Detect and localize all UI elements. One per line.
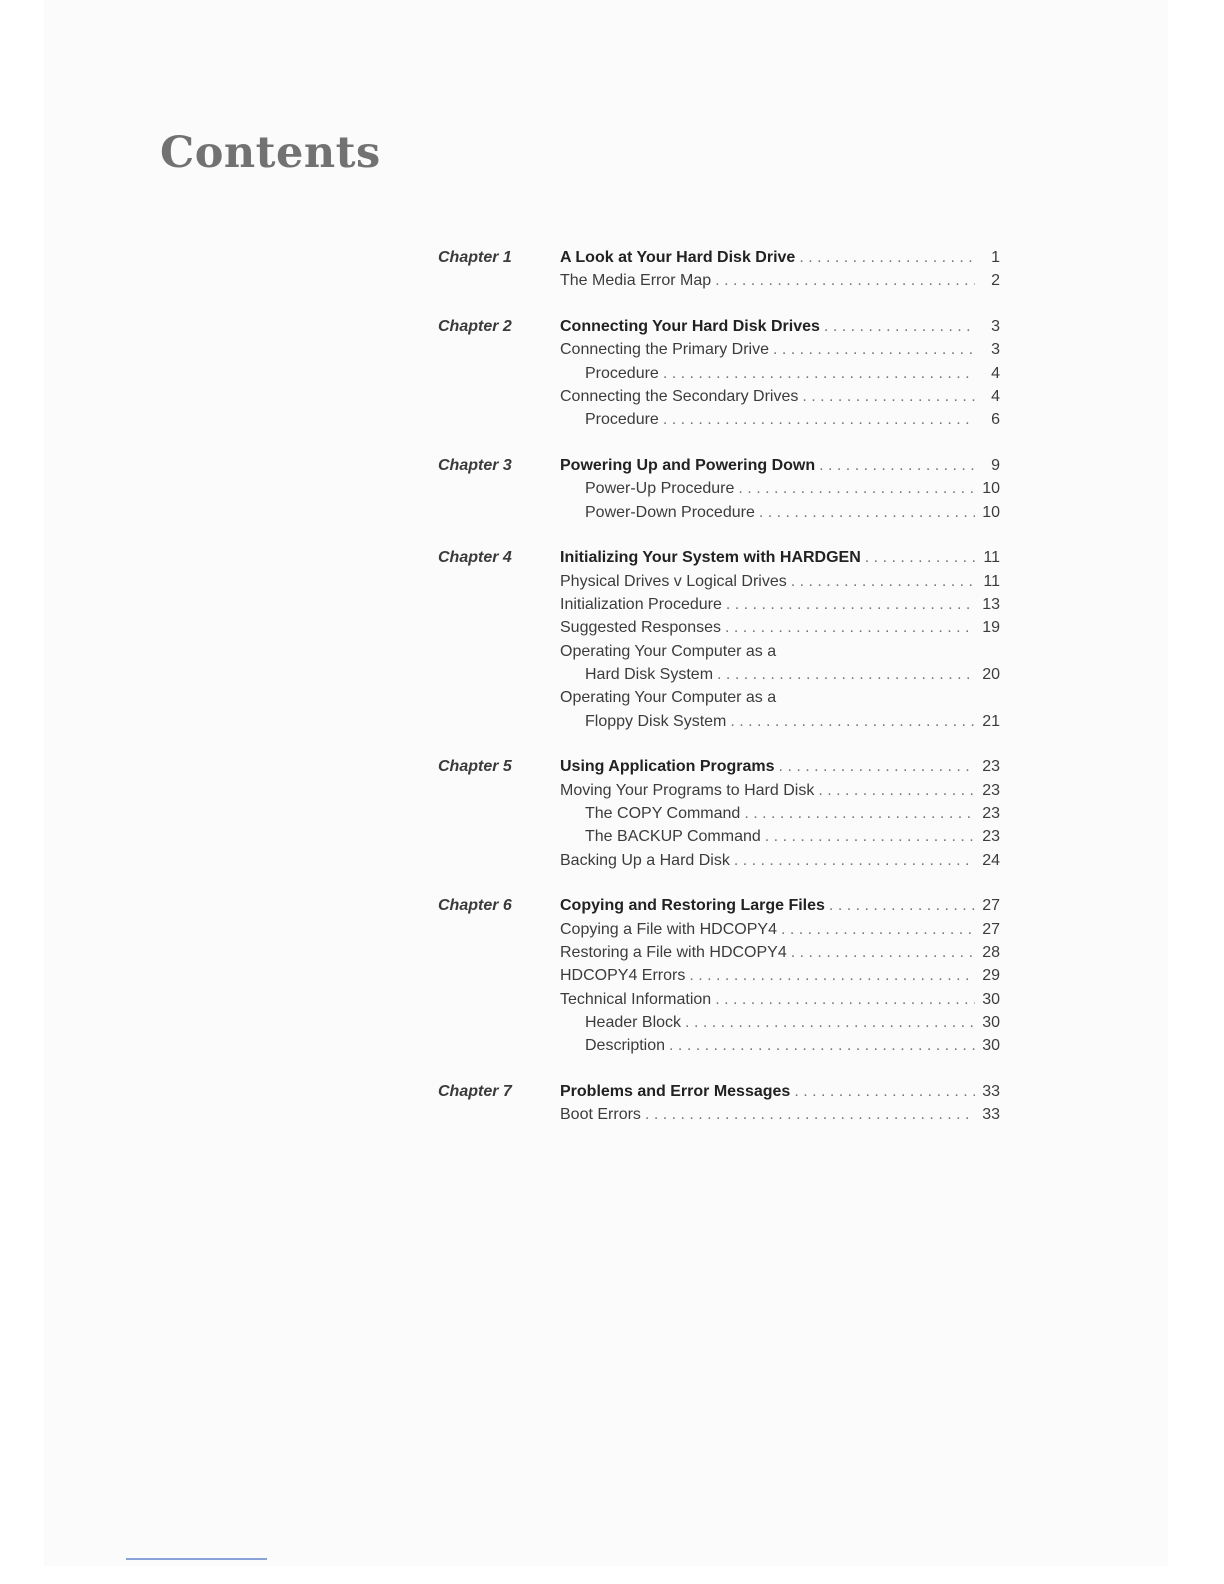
entry-page-number: 23 [982, 828, 1000, 846]
toc-entry-chapter-heading[interactable] [560, 755, 1000, 778]
dot-leader [725, 616, 975, 639]
entry-page-number: 33 [982, 1106, 1000, 1124]
toc-subentry[interactable] [560, 501, 1000, 524]
entry-page-number: 30 [982, 990, 1000, 1008]
dot-leader [685, 1011, 975, 1034]
chapter-label: Chapter 4 [438, 549, 512, 567]
toc-subentry[interactable] [560, 362, 1000, 385]
entry-title: Power-Down Procedure [585, 503, 755, 521]
entry-page-number: 2 [991, 272, 1000, 290]
entry-title: Operating Your Computer as a [560, 642, 777, 660]
dot-leader [779, 755, 975, 778]
entry-title: Procedure [585, 411, 659, 429]
entry-title: A Look at Your Hard Disk Drive [560, 249, 796, 266]
toc-entry-chapter-heading[interactable] [560, 894, 1000, 917]
entry-page-number: 3 [991, 318, 1000, 336]
entry-page-number: 21 [982, 712, 1000, 730]
table-of-contents [438, 246, 1000, 1149]
footer-rule [126, 1558, 267, 1560]
chapter-entries [560, 755, 1000, 871]
entry-page-number: 3 [991, 341, 1000, 359]
chapter-4-section [438, 546, 1000, 732]
entry-title: Copying and Restoring Large Files [560, 897, 825, 915]
entry-title: Moving Your Programs to Hard Disk [560, 781, 815, 799]
dot-leader [791, 941, 975, 964]
chapter-label: Chapter 6 [438, 897, 512, 915]
toc-entry-continuation[interactable] [560, 710, 1000, 733]
toc-entry[interactable] [560, 779, 1000, 802]
chapter-2-section [438, 315, 1000, 431]
entry-page-number: 4 [991, 364, 1000, 382]
dot-leader [689, 964, 975, 987]
toc-entry-line[interactable] [560, 686, 1000, 709]
toc-subentry[interactable] [560, 1011, 1000, 1034]
dot-leader [824, 315, 975, 338]
toc-entry[interactable] [560, 1103, 1000, 1126]
entry-page-number: 24 [982, 851, 1000, 869]
dot-leader [781, 918, 975, 941]
dot-leader [773, 338, 975, 361]
chapter-7-section [438, 1080, 1000, 1127]
chapter-label: Chapter 2 [438, 318, 512, 336]
dot-leader [730, 710, 975, 733]
toc-entry[interactable] [560, 338, 1000, 361]
entry-page-number: 27 [982, 897, 1000, 915]
chapter-entries [560, 246, 1000, 293]
entry-title: Connecting the Primary Drive [560, 341, 769, 359]
toc-subentry[interactable] [560, 477, 1000, 500]
entry-title: Hard Disk System [585, 665, 714, 683]
entry-title: Boot Errors [560, 1106, 641, 1124]
entry-page-number: 19 [982, 619, 1000, 637]
dot-leader [759, 501, 975, 524]
entry-title: Backing Up a Hard Disk [560, 851, 730, 869]
chapter-6-section [438, 894, 1000, 1057]
toc-entry-chapter-heading[interactable] [560, 315, 1000, 338]
entry-page-number: 9 [991, 457, 1000, 475]
entry-page-number: 11 [983, 549, 1000, 567]
toc-entry[interactable] [560, 849, 1000, 872]
entry-page-number: 13 [982, 596, 1000, 614]
toc-entry[interactable] [560, 988, 1000, 1011]
entry-page-number: 23 [982, 804, 1000, 822]
chapter-entries [560, 454, 1000, 524]
toc-entry[interactable] [560, 385, 1000, 408]
entry-page-number: 28 [982, 943, 1000, 961]
toc-entry-line[interactable] [560, 640, 1000, 663]
toc-subentry[interactable] [560, 1034, 1000, 1057]
chapter-entries [560, 1080, 1000, 1127]
entry-title: Restoring a File with HDCOPY4 [560, 943, 787, 961]
entry-page-number: 23 [982, 758, 1000, 776]
chapter-label: Chapter 1 [438, 249, 512, 266]
dot-leader [645, 1103, 975, 1126]
chapter-entries [560, 315, 1000, 431]
toc-entry[interactable] [560, 616, 1000, 639]
dot-leader [819, 454, 975, 477]
dot-leader [765, 825, 975, 848]
entry-title: Problems and Error Messages [560, 1082, 791, 1100]
entry-page-number: 6 [991, 411, 1000, 429]
entry-page-number: 30 [982, 1037, 1000, 1055]
entry-title: Copying a File with HDCOPY4 [560, 920, 777, 938]
toc-entry-continuation[interactable] [560, 663, 1000, 686]
entry-page-number: 1 [991, 249, 1000, 266]
dot-leader [663, 408, 975, 431]
entry-title: Powering Up and Powering Down [560, 457, 816, 475]
dot-leader [715, 269, 975, 292]
dot-leader [717, 663, 975, 686]
dot-leader [829, 894, 975, 917]
entry-title: The COPY Command [585, 804, 741, 822]
entry-title: Initialization Procedure [560, 596, 722, 614]
dot-leader [738, 477, 975, 500]
entry-page-number: 30 [982, 1013, 1000, 1031]
toc-entry-chapter-heading[interactable] [560, 246, 1000, 269]
entry-title: Suggested Responses [560, 619, 721, 637]
dot-leader [791, 570, 975, 593]
entry-title: HDCOPY4 Errors [560, 967, 686, 985]
chapter-3-section [438, 454, 1000, 524]
chapter-label: Chapter 5 [438, 758, 512, 776]
toc-entry-chapter-heading[interactable] [560, 1080, 1000, 1103]
entry-title: Connecting Your Hard Disk Drives [560, 318, 820, 336]
entry-page-number: 11 [983, 572, 1000, 590]
dot-leader [818, 779, 975, 802]
toc-entry-chapter-heading[interactable] [560, 546, 1000, 569]
dot-leader [802, 385, 975, 408]
entry-title: Description [585, 1037, 666, 1055]
toc-entry[interactable] [560, 593, 1000, 616]
toc-entry-chapter-heading[interactable] [560, 454, 1000, 477]
entry-title: Procedure [585, 364, 659, 382]
entry-page-number: 10 [982, 503, 1000, 521]
entry-title: Technical Information [560, 990, 712, 1008]
dot-leader [865, 546, 975, 569]
chapter-entries [560, 894, 1000, 1057]
entry-page-number: 29 [982, 967, 1000, 985]
entry-page-number: 4 [991, 387, 1000, 405]
dot-leader [726, 593, 975, 616]
dot-leader [744, 802, 975, 825]
chapter-label: Chapter 7 [438, 1082, 512, 1100]
entry-title: Connecting the Secondary Drives [560, 387, 799, 405]
entry-page-number: 10 [982, 480, 1000, 498]
chapter-label: Chapter 3 [438, 457, 512, 475]
entry-title: Physical Drives v Logical Drives [560, 572, 787, 590]
toc-subentry[interactable] [560, 408, 1000, 431]
chapter-1-section [438, 246, 1000, 293]
dot-leader [663, 362, 975, 385]
chapter-5-section [438, 755, 1000, 871]
entry-page-number: 20 [982, 665, 1000, 683]
dot-leader [799, 246, 975, 269]
toc-entry[interactable] [560, 941, 1000, 964]
page-title: Contents [160, 128, 381, 178]
entry-title: Header Block [585, 1013, 682, 1031]
entry-page-number: 23 [982, 781, 1000, 799]
toc-entry[interactable] [560, 269, 1000, 292]
toc-entry[interactable] [560, 918, 1000, 941]
dot-leader [715, 988, 975, 1011]
toc-subentry[interactable] [560, 825, 1000, 848]
toc-entry[interactable] [560, 964, 1000, 987]
chapter-entries [560, 546, 1000, 732]
toc-entry[interactable] [560, 570, 1000, 593]
dot-leader [669, 1034, 975, 1057]
toc-subentry[interactable] [560, 802, 1000, 825]
entry-title: Power-Up Procedure [585, 480, 735, 498]
dot-leader [794, 1080, 975, 1103]
entry-title: The BACKUP Command [585, 828, 761, 846]
entry-title: The Media Error Map [560, 272, 712, 290]
entry-page-number: 27 [982, 920, 1000, 938]
dot-leader [734, 849, 975, 872]
entry-title: Initializing Your System with HARDGEN [560, 549, 861, 567]
entry-title: Using Application Programs [560, 758, 775, 776]
entry-page-number: 33 [982, 1082, 1000, 1100]
entry-title: Operating Your Computer as a [560, 689, 777, 707]
entry-title: Floppy Disk System [585, 712, 727, 730]
